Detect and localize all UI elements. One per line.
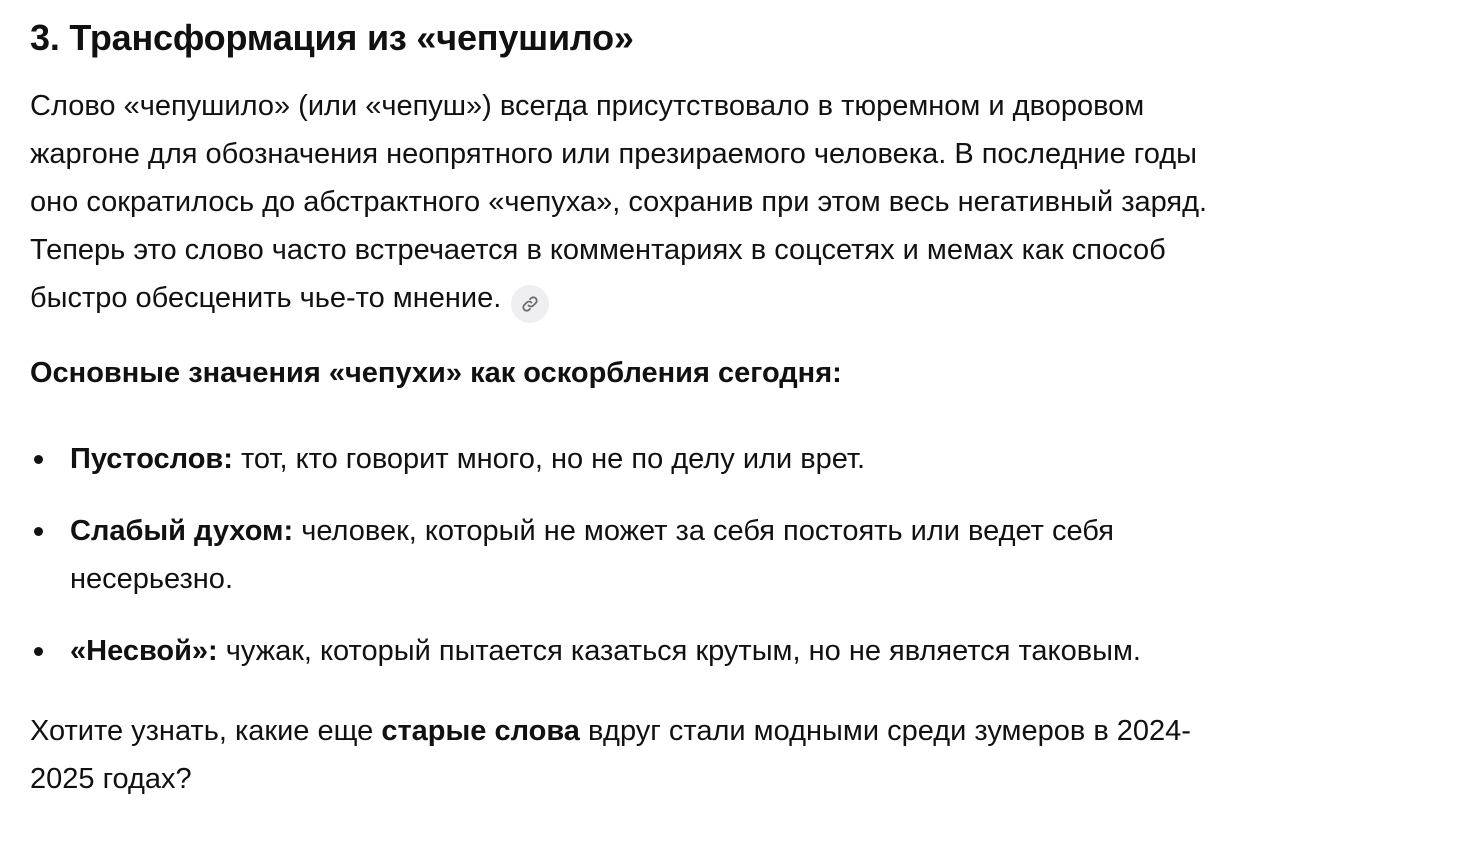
paragraph-line: жаргоне для обозначения неопрятного или презираемого человека. В последние годы (30, 138, 1197, 170)
paragraph-line-text: быстро обесценить чье-то мнение. (30, 282, 502, 314)
list-item (30, 435, 1350, 483)
meaning-term: Пустослов: (70, 443, 233, 475)
closing-text-before: Хотите узнать, какие еще (30, 715, 382, 747)
meanings-subheading: Основные значения «чепухи» как оскорбления сегодня: (30, 357, 842, 389)
meaning-description: тот, кто говорит много, но не по делу или врет. (240, 443, 866, 475)
list-item (30, 627, 1350, 675)
meaning-term: «Несвой»: (70, 635, 218, 667)
meaning-description: чужак, который пытается казаться крутым, но не является таковым. (225, 635, 1141, 667)
closing-text-after: вдруг стали модными среди зумеров в 2024- (579, 715, 1191, 747)
closing-line-2: 2025 годах? (30, 763, 192, 795)
paragraph-line: оно сократилось до абстрактного «чепуха», сохранив при этом весь негативный заряд. (30, 186, 1208, 218)
meaning-description: человек, который не может за себя постоять или ведет себя (301, 515, 1114, 547)
source-link-button[interactable] (511, 285, 549, 323)
bullet-icon (34, 647, 43, 656)
meaning-term: Слабый духом: (70, 515, 294, 547)
link-icon (521, 295, 539, 313)
closing-line (30, 707, 1350, 755)
intro-paragraph (30, 82, 1330, 323)
response-content (30, 16, 1350, 803)
paragraph-line: Слово «чепушило» (или «чепуш») всегда присутствовало в тюремном и дворовом (30, 90, 1145, 122)
bullet-icon (34, 527, 43, 536)
bullet-icon (34, 455, 43, 464)
closing-emphasis: старые слова (381, 715, 580, 747)
meanings-list (30, 435, 1350, 675)
list-item (30, 507, 1350, 603)
meaning-description-cont: несерьезно. (70, 563, 233, 595)
section-heading: 3. Трансформация из «чепушило» (30, 17, 634, 58)
closing-question (30, 707, 1350, 803)
paragraph-line-last (30, 274, 1330, 323)
paragraph-line: Теперь это слово часто встречается в комментариях в соцсетях и мемах как способ (30, 234, 1166, 266)
